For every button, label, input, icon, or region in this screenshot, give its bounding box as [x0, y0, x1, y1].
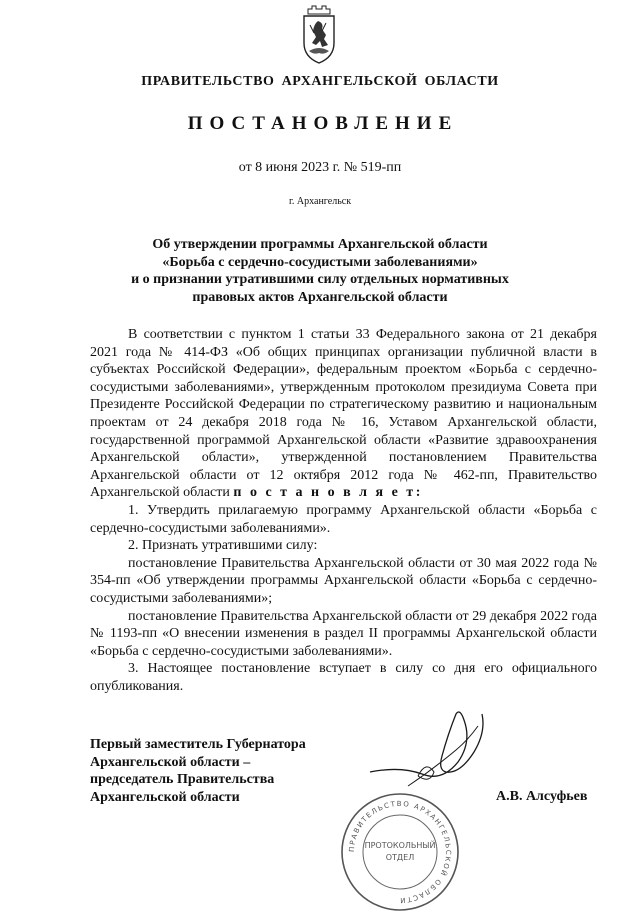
position-line: Первый заместитель Губернатора	[90, 737, 306, 752]
seal-ring-text: ПРАВИТЕЛЬСТВО АРХАНГЕЛЬСКОЙ ОБЛАСТИ	[347, 799, 453, 905]
decides-word: п о с т а н о в л я е т	[233, 485, 416, 501]
decides-colon: :	[415, 485, 423, 501]
item-3-paragraph: 3. Настоящее постановление вступает в силу со дня его официального опубликования.	[90, 661, 597, 694]
seal-text-line: ПРОТОКОЛЬНЫЙ	[364, 841, 436, 850]
preamble-paragraph	[90, 326, 597, 502]
item-2-paragraph: 2. Признать утратившими силу:	[128, 538, 318, 554]
item-1-paragraph: 1. Утвердить прилагаемую программу Архангельской области «Борьба с сердечно-сосудистыми заболеваниями».	[90, 502, 597, 536]
title-line: Об утверждении программы Архангельской области	[152, 237, 488, 252]
official-seal	[338, 790, 462, 914]
document-city: г. Архангельск	[288, 196, 352, 207]
item-2a-paragraph: постановление Правительства Архангельской области от 30 мая 2022 года № 354-пп «Об утверждении программы Архангельской области «Борьба с сердечно-сосудистыми заболеваниями»;	[90, 555, 597, 606]
position-line: Архангельской области	[90, 789, 240, 805]
position-line: председатель Правительства	[90, 772, 275, 788]
preamble-text: В соответствии с пунктом 1 статьи 33 Федерального закона от 21 декабря 2021 года № 414-ФЗ «Об общих принципах организации публичной власти в субъектах Российской Федерации», федеральным проектом «Борьба с сердечно-сосудистыми заболеваниями», утвержденным протоколом президиума Совета при Президенте Российской Федерации по стратегическому развитию и национальным проектам от 24 декабря 2018 года № 16, Уставом Архангельской области, государственной программой Архангельской области «Развитие здравоохранения Архангельской области», утвержденной постановлением Правительства Архангельской области от 12 октября 2012 года № 462-пп, Правительство Архангельской области	[90, 327, 597, 501]
signatory-name: А.В. Алсуфьев	[496, 789, 588, 804]
seal-text-line: ОТДЕЛ	[385, 853, 415, 862]
document-date-number: от 8 июня 2023 г. № 519-пп	[238, 160, 402, 175]
document-body	[90, 326, 597, 695]
document-type: ПОСТАНОВЛЕНИЕ	[187, 113, 459, 134]
handwritten-signature	[360, 700, 500, 795]
organization-name: ПРАВИТЕЛЬСТВО АРХАНГЕЛЬСКОЙ ОБЛАСТИ	[141, 74, 499, 89]
title-line: правовых актов Архангельской области	[192, 289, 448, 305]
title-line: «Борьба с сердечно-сосудистыми заболеваниями»	[162, 254, 478, 270]
coat-of-arms-icon	[302, 5, 336, 65]
item-2b-paragraph: постановление Правительства Архангельской области от 29 декабря 2022 года № 1193-пп «О внесении изменения в раздел II программы Архангельской области «Борьба с сердечно-сосудистыми заболеваниями».	[90, 608, 597, 659]
title-line: и о признании утратившими силу отдельных нормативных	[131, 272, 509, 288]
position-line: Архангельской области –	[90, 754, 251, 770]
document-title	[120, 236, 520, 306]
